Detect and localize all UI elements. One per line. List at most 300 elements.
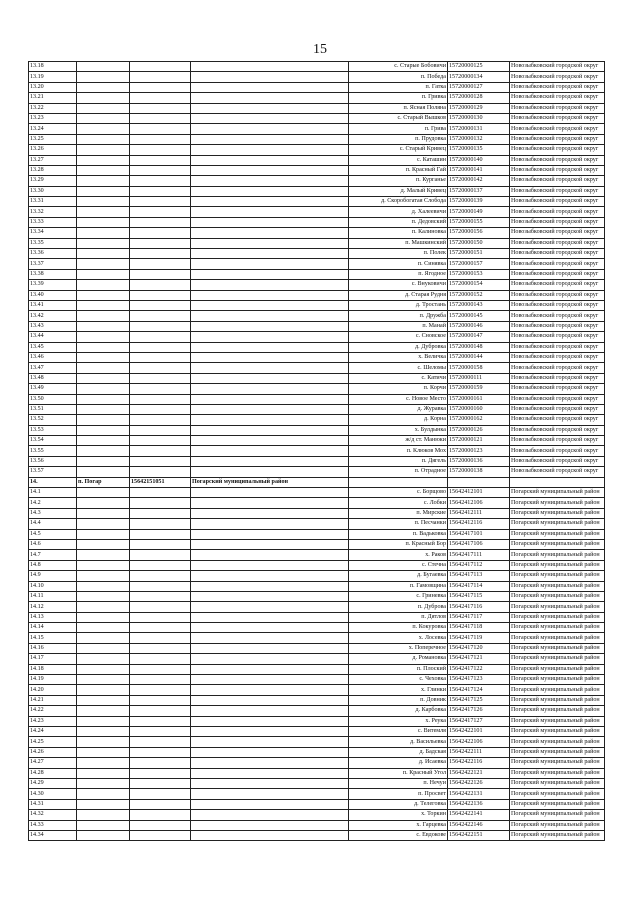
- group-code: 15642151051: [130, 477, 191, 487]
- empty-cell: [77, 675, 130, 685]
- oktmo-code: 15720000134: [448, 72, 510, 82]
- empty-cell: [191, 373, 349, 383]
- municipality-name: Новозыбковский городской округ: [510, 342, 605, 352]
- row-number: 14.30: [29, 789, 77, 799]
- settlement-name: п. Довник: [349, 695, 448, 705]
- empty-cell: [130, 124, 191, 134]
- table-row: [29, 155, 605, 165]
- oktmo-code: 15642417112: [448, 560, 510, 570]
- empty-cell: [191, 560, 349, 570]
- row-number: 13.54: [29, 436, 77, 446]
- oktmo-code: 15642422111: [448, 747, 510, 757]
- empty-cell: [191, 768, 349, 778]
- empty-cell: [130, 633, 191, 643]
- table-row: [29, 706, 605, 716]
- table-row: [29, 664, 605, 674]
- empty-cell: [191, 591, 349, 601]
- municipality-name: Погарский муниципальный район: [510, 810, 605, 820]
- empty-cell: [191, 93, 349, 103]
- municipality-name: Новозыбковский городской округ: [510, 259, 605, 269]
- empty-cell: [130, 498, 191, 508]
- empty-cell: [191, 82, 349, 92]
- oktmo-code: 15720000142: [448, 176, 510, 186]
- group-empty-cell: [448, 477, 510, 487]
- municipality-name: Новозыбковский городской округ: [510, 207, 605, 217]
- empty-cell: [191, 62, 349, 72]
- settlement-name: д. Скоробогатая Слобода: [349, 197, 448, 207]
- table-row: [29, 446, 605, 456]
- oktmo-code: 15720000129: [448, 103, 510, 113]
- oktmo-code: 15720000126: [448, 425, 510, 435]
- table-row: [29, 571, 605, 581]
- table-row: [29, 176, 605, 186]
- municipality-name: Новозыбковский городской округ: [510, 197, 605, 207]
- empty-cell: [191, 197, 349, 207]
- empty-cell: [130, 425, 191, 435]
- table-row: [29, 778, 605, 788]
- row-number: 14.22: [29, 706, 77, 716]
- empty-cell: [77, 186, 130, 196]
- oktmo-code: 15642417116: [448, 602, 510, 612]
- municipality-name: Новозыбковский городской округ: [510, 332, 605, 342]
- empty-cell: [191, 103, 349, 113]
- row-number: 14.12: [29, 602, 77, 612]
- oktmo-code: 15720000123: [448, 446, 510, 456]
- oktmo-code: 15642417123: [448, 675, 510, 685]
- empty-cell: [77, 342, 130, 352]
- empty-cell: [77, 352, 130, 362]
- empty-cell: [191, 623, 349, 633]
- settlement-name: с. Старый Кривец: [349, 145, 448, 155]
- municipality-name: Новозыбковский городской округ: [510, 124, 605, 134]
- row-number: 13.41: [29, 300, 77, 310]
- oktmo-code: 15642412111: [448, 508, 510, 518]
- oktmo-code: 15720000159: [448, 384, 510, 394]
- table-row: [29, 238, 605, 248]
- oktmo-code: 15642422126: [448, 778, 510, 788]
- empty-cell: [191, 217, 349, 227]
- settlement-name: с. Шеломы: [349, 363, 448, 373]
- empty-cell: [191, 737, 349, 747]
- empty-cell: [77, 602, 130, 612]
- empty-cell: [77, 695, 130, 705]
- row-number: 13.23: [29, 113, 77, 123]
- settlement-name: д. Малый Кривец: [349, 186, 448, 196]
- oktmo-code: 15720000136: [448, 456, 510, 466]
- table-row: [29, 789, 605, 799]
- oktmo-code: 15720000158: [448, 363, 510, 373]
- municipality-name: Погарский муниципальный район: [510, 747, 605, 757]
- empty-cell: [191, 404, 349, 414]
- empty-cell: [77, 664, 130, 674]
- municipality-name: Погарский муниципальный район: [510, 716, 605, 726]
- settlement-name: д. Романовка: [349, 654, 448, 664]
- municipality-name: Погарский муниципальный район: [510, 654, 605, 664]
- oktmo-code: 15642422131: [448, 789, 510, 799]
- settlement-name: д. Карбовка: [349, 706, 448, 716]
- oktmo-code: 15720000130: [448, 113, 510, 123]
- empty-cell: [130, 72, 191, 82]
- empty-cell: [130, 685, 191, 695]
- settlements-table: [28, 61, 605, 841]
- municipality-name: Погарский муниципальный район: [510, 799, 605, 809]
- empty-cell: [77, 623, 130, 633]
- empty-cell: [77, 571, 130, 581]
- table-row: [29, 352, 605, 362]
- settlement-name: с. Гриневка: [349, 591, 448, 601]
- table-row: [29, 280, 605, 290]
- settlement-name: д. Дубровка: [349, 342, 448, 352]
- row-number: 14.9: [29, 571, 77, 581]
- municipality-name: Погарский муниципальный район: [510, 539, 605, 549]
- oktmo-code: 15720000154: [448, 280, 510, 290]
- table-row: [29, 581, 605, 591]
- oktmo-code: 15642417121: [448, 654, 510, 664]
- oktmo-code: 15720000121: [448, 436, 510, 446]
- municipality-name: Новозыбковский городской округ: [510, 186, 605, 196]
- empty-cell: [130, 488, 191, 498]
- table-row: [29, 394, 605, 404]
- municipality-name: Погарский муниципальный район: [510, 519, 605, 529]
- oktmo-code: 15720000151: [448, 249, 510, 259]
- empty-cell: [191, 633, 349, 643]
- empty-cell: [77, 685, 130, 695]
- municipality-name: Новозыбковский городской округ: [510, 300, 605, 310]
- empty-cell: [191, 176, 349, 186]
- settlement-name: п. Ягодное: [349, 269, 448, 279]
- oktmo-code: 15720000139: [448, 197, 510, 207]
- empty-cell: [191, 758, 349, 768]
- settlement-name: х. Реука: [349, 716, 448, 726]
- settlement-name: д. Тростань: [349, 300, 448, 310]
- row-number: 14.13: [29, 612, 77, 622]
- empty-cell: [77, 768, 130, 778]
- row-number: 14.25: [29, 737, 77, 747]
- empty-cell: [191, 363, 349, 373]
- table-row: [29, 404, 605, 414]
- empty-cell: [130, 529, 191, 539]
- oktmo-code: 15642422136: [448, 799, 510, 809]
- row-number: 14.29: [29, 778, 77, 788]
- oktmo-code: 15642417118: [448, 623, 510, 633]
- empty-cell: [191, 300, 349, 310]
- settlement-name: д. Исаевка: [349, 758, 448, 768]
- row-number: 13.42: [29, 311, 77, 321]
- empty-cell: [77, 228, 130, 238]
- settlement-name: п. Красный Гай: [349, 165, 448, 175]
- empty-cell: [191, 643, 349, 653]
- empty-cell: [191, 695, 349, 705]
- row-number: 14.21: [29, 695, 77, 705]
- oktmo-code: 15642417114: [448, 581, 510, 591]
- group-row-pogar: [29, 477, 605, 487]
- settlement-name: п. Курганье: [349, 176, 448, 186]
- row-number: 13.27: [29, 155, 77, 165]
- settlement-name: с. Борщово: [349, 488, 448, 498]
- settlement-name: п. Победа: [349, 72, 448, 82]
- empty-cell: [77, 591, 130, 601]
- empty-cell: [191, 581, 349, 591]
- municipality-name: Новозыбковский городской округ: [510, 176, 605, 186]
- group-center: п. Погар: [77, 477, 130, 487]
- empty-cell: [191, 716, 349, 726]
- empty-cell: [130, 259, 191, 269]
- empty-cell: [130, 373, 191, 383]
- empty-cell: [191, 799, 349, 809]
- empty-cell: [191, 571, 349, 581]
- table-row: [29, 384, 605, 394]
- table-body-pogar: [29, 488, 605, 841]
- table-row: [29, 363, 605, 373]
- table-row: [29, 113, 605, 123]
- empty-cell: [191, 747, 349, 757]
- table-row: [29, 124, 605, 134]
- oktmo-code: 15720000132: [448, 134, 510, 144]
- municipality-name: Погарский муниципальный район: [510, 633, 605, 643]
- empty-cell: [77, 373, 130, 383]
- settlement-name: п. Прудовка: [349, 134, 448, 144]
- row-number: 13.25: [29, 134, 77, 144]
- table-row: [29, 62, 605, 72]
- empty-cell: [130, 404, 191, 414]
- municipality-name: Погарский муниципальный район: [510, 778, 605, 788]
- empty-cell: [130, 269, 191, 279]
- table-row: [29, 508, 605, 518]
- municipality-name: Погарский муниципальный район: [510, 508, 605, 518]
- empty-cell: [191, 467, 349, 477]
- empty-cell: [130, 727, 191, 737]
- row-number: 13.18: [29, 62, 77, 72]
- empty-cell: [77, 643, 130, 653]
- empty-cell: [77, 446, 130, 456]
- empty-cell: [77, 280, 130, 290]
- table-row: [29, 498, 605, 508]
- settlement-name: п. Гатка: [349, 82, 448, 92]
- empty-cell: [77, 82, 130, 92]
- settlement-name: с. Старые Бобовичи: [349, 62, 448, 72]
- row-number: 14.19: [29, 675, 77, 685]
- oktmo-code: 15642422121: [448, 768, 510, 778]
- settlement-name: с. Каташин: [349, 155, 448, 165]
- empty-cell: [77, 425, 130, 435]
- empty-cell: [130, 238, 191, 248]
- table-row: [29, 654, 605, 664]
- municipality-name: Погарский муниципальный район: [510, 737, 605, 747]
- empty-cell: [77, 799, 130, 809]
- empty-cell: [130, 539, 191, 549]
- settlement-name: п. Калиновка: [349, 228, 448, 238]
- empty-cell: [130, 384, 191, 394]
- oktmo-code: 15642422151: [448, 830, 510, 840]
- table-row: [29, 633, 605, 643]
- settlement-name: х. Величка: [349, 352, 448, 362]
- table-row: [29, 716, 605, 726]
- municipality-name: Новозыбковский городской округ: [510, 467, 605, 477]
- empty-cell: [191, 249, 349, 259]
- table-body-group: [29, 477, 605, 487]
- settlement-name: с. Сновское: [349, 332, 448, 342]
- municipality-name: Новозыбковский городской округ: [510, 165, 605, 175]
- empty-cell: [130, 342, 191, 352]
- oktmo-code: 15720000143: [448, 300, 510, 310]
- empty-cell: [130, 217, 191, 227]
- empty-cell: [77, 363, 130, 373]
- table-row: [29, 623, 605, 633]
- oktmo-code: 15720000131: [448, 124, 510, 134]
- empty-cell: [130, 581, 191, 591]
- oktmo-code: 15720000111: [448, 373, 510, 383]
- empty-cell: [77, 612, 130, 622]
- oktmo-code: 15720000145: [448, 311, 510, 321]
- municipality-name: Новозыбковский городской округ: [510, 394, 605, 404]
- empty-cell: [130, 352, 191, 362]
- table-row: [29, 207, 605, 217]
- settlement-name: д. Старая Рудня: [349, 290, 448, 300]
- municipality-name: Новозыбковский городской округ: [510, 269, 605, 279]
- row-number: 13.22: [29, 103, 77, 113]
- settlement-name: п. Гамовщина: [349, 581, 448, 591]
- table-row: [29, 685, 605, 695]
- municipality-name: Новозыбковский городской округ: [510, 321, 605, 331]
- empty-cell: [77, 737, 130, 747]
- empty-cell: [130, 394, 191, 404]
- empty-cell: [191, 384, 349, 394]
- empty-cell: [130, 550, 191, 560]
- empty-cell: [130, 747, 191, 757]
- empty-cell: [130, 591, 191, 601]
- table-row: [29, 300, 605, 310]
- empty-cell: [130, 830, 191, 840]
- table-body-novozybkov: [29, 62, 605, 478]
- empty-cell: [130, 716, 191, 726]
- row-number: 14.18: [29, 664, 77, 674]
- row-number: 13.51: [29, 404, 77, 414]
- oktmo-code: 15720000153: [448, 269, 510, 279]
- empty-cell: [77, 384, 130, 394]
- oktmo-code: 15720000150: [448, 238, 510, 248]
- empty-cell: [77, 706, 130, 716]
- settlement-name: п. Гривка: [349, 93, 448, 103]
- row-number: 13.31: [29, 197, 77, 207]
- municipality-name: Погарский муниципальный район: [510, 591, 605, 601]
- empty-cell: [191, 134, 349, 144]
- oktmo-code: 15720000147: [448, 332, 510, 342]
- table-row: [29, 269, 605, 279]
- empty-cell: [130, 145, 191, 155]
- municipality-name: Новозыбковский городской округ: [510, 217, 605, 227]
- empty-cell: [77, 134, 130, 144]
- municipality-name: Новозыбковский городской округ: [510, 280, 605, 290]
- empty-cell: [130, 654, 191, 664]
- empty-cell: [130, 290, 191, 300]
- empty-cell: [130, 467, 191, 477]
- settlement-name: п. Корчи: [349, 384, 448, 394]
- empty-cell: [191, 488, 349, 498]
- empty-cell: [130, 810, 191, 820]
- empty-cell: [130, 280, 191, 290]
- empty-cell: [77, 519, 130, 529]
- row-number: 13.30: [29, 186, 77, 196]
- empty-cell: [191, 113, 349, 123]
- empty-cell: [191, 155, 349, 165]
- empty-cell: [77, 238, 130, 248]
- table-row: [29, 197, 605, 207]
- oktmo-code: 15642422146: [448, 820, 510, 830]
- row-number: 13.43: [29, 321, 77, 331]
- table-row: [29, 425, 605, 435]
- empty-cell: [191, 259, 349, 269]
- oktmo-code: 15642417111: [448, 550, 510, 560]
- empty-cell: [130, 820, 191, 830]
- row-number: 13.38: [29, 269, 77, 279]
- settlement-name: п. Дедовский: [349, 217, 448, 227]
- municipality-name: Новозыбковский городской округ: [510, 103, 605, 113]
- settlement-name: с. Внуковичи: [349, 280, 448, 290]
- municipality-name: Новозыбковский городской округ: [510, 249, 605, 259]
- empty-cell: [191, 602, 349, 612]
- settlement-name: д. Корна: [349, 415, 448, 425]
- municipality-name: Новозыбковский городской округ: [510, 446, 605, 456]
- municipality-name: Новозыбковский городской округ: [510, 155, 605, 165]
- empty-cell: [191, 280, 349, 290]
- table-row: [29, 145, 605, 155]
- table-row: [29, 602, 605, 612]
- settlement-name: х. Гарцевка: [349, 820, 448, 830]
- empty-cell: [191, 425, 349, 435]
- empty-cell: [130, 186, 191, 196]
- oktmo-code: 15642417126: [448, 706, 510, 716]
- empty-cell: [191, 145, 349, 155]
- empty-cell: [191, 654, 349, 664]
- empty-cell: [77, 758, 130, 768]
- empty-cell: [191, 539, 349, 549]
- oktmo-code: 15720000128: [448, 93, 510, 103]
- table-row: [29, 217, 605, 227]
- municipality-name: Погарский муниципальный район: [510, 602, 605, 612]
- row-number: 14.11: [29, 591, 77, 601]
- row-number: 14.6: [29, 539, 77, 549]
- oktmo-code: 15720000146: [448, 321, 510, 331]
- table-row: [29, 134, 605, 144]
- row-number: 14.4: [29, 519, 77, 529]
- empty-cell: [130, 436, 191, 446]
- table-row: [29, 737, 605, 747]
- settlement-name: д. Васильевка: [349, 737, 448, 747]
- municipality-name: Новозыбковский городской округ: [510, 384, 605, 394]
- table-row: [29, 830, 605, 840]
- municipality-name: Новозыбковский городской округ: [510, 145, 605, 155]
- table-row: [29, 768, 605, 778]
- oktmo-code: 15720000149: [448, 207, 510, 217]
- oktmo-code: 15642412106: [448, 498, 510, 508]
- municipality-name: Погарский муниципальный район: [510, 571, 605, 581]
- row-number: 14.31: [29, 799, 77, 809]
- municipality-name: Погарский муниципальный район: [510, 550, 605, 560]
- empty-cell: [77, 103, 130, 113]
- empty-cell: [191, 207, 349, 217]
- empty-cell: [77, 321, 130, 331]
- empty-cell: [130, 321, 191, 331]
- group-number: 14.: [29, 477, 77, 487]
- table-row: [29, 591, 605, 601]
- empty-cell: [130, 695, 191, 705]
- row-number: 14.33: [29, 820, 77, 830]
- oktmo-code: 15720000161: [448, 394, 510, 404]
- empty-cell: [77, 259, 130, 269]
- oktmo-code: 15642417122: [448, 664, 510, 674]
- row-number: 14.24: [29, 727, 77, 737]
- empty-cell: [191, 394, 349, 404]
